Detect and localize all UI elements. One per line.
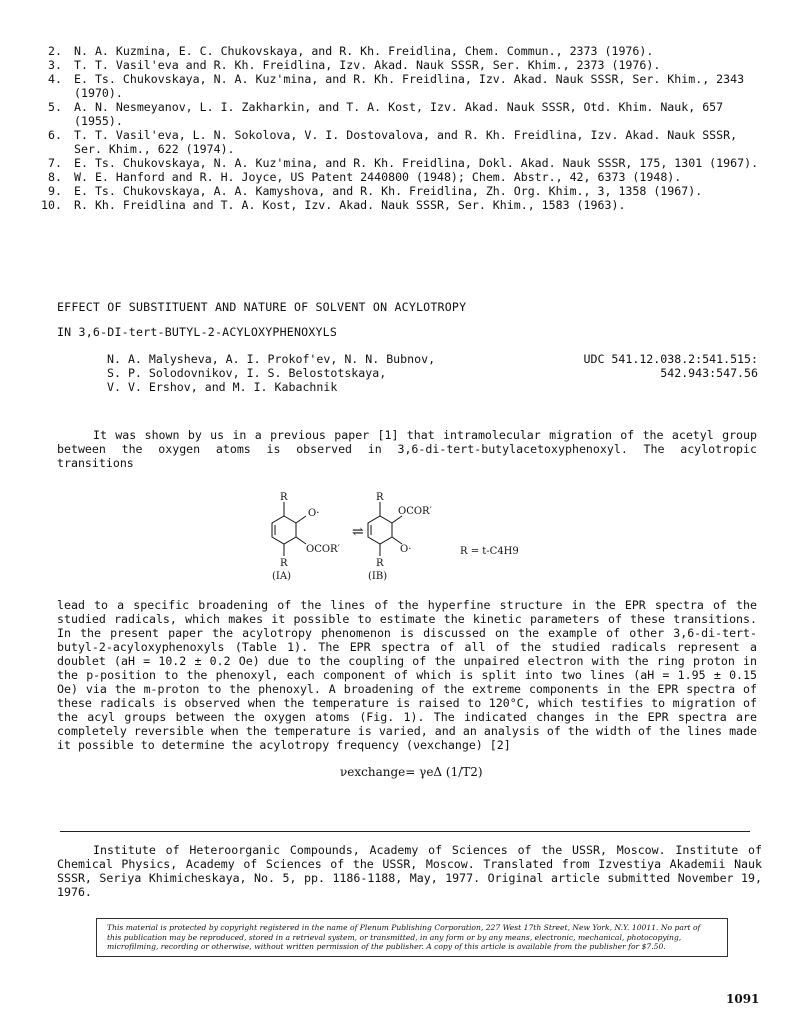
- article-title: [57, 300, 777, 350]
- reference-text: T. T. Vasil'eva and R. Kh. Freidlina, Izv. Akad. Nauk SSSR, Ser. Khim., 2373 (1976).: [74, 58, 661, 72]
- substituent-r: R: [280, 558, 288, 569]
- substituent-r: R: [376, 558, 384, 569]
- reference-item: [28, 58, 768, 72]
- udc-line: 542.943:547.56: [660, 366, 758, 380]
- author-line: V. V. Ershov, and M. I. Kabachnik: [107, 380, 338, 394]
- r-definition: R = t-C4H9: [460, 546, 519, 557]
- udc-code: [520, 352, 758, 380]
- reference-number: 6.: [48, 128, 62, 142]
- reference-item: [28, 184, 768, 198]
- reference-item: [28, 128, 768, 156]
- reference-number: 8.: [48, 170, 62, 184]
- reference-item: [28, 156, 768, 170]
- substituent-r: R: [280, 492, 288, 503]
- title-line: EFFECT OF SUBSTITUENT AND NATURE OF SOLVENT ON ACYLOTROPY: [57, 300, 467, 314]
- structure-label: (IA): [272, 571, 291, 582]
- reference-text: W. E. Hanford and R. H. Joyce, US Patent 2440800 (1948); Chem. Abstr., 42, 6373 (1948).: [74, 170, 682, 184]
- reference-text: E. Ts. Chukovskaya, A. A. Kamyshova, and R. Kh. Freidlina, Zh. Org. Khim., 3, 1358 (1967).: [74, 184, 703, 198]
- acylotropy-scheme: [250, 488, 540, 588]
- body-paragraph: It was shown by us in a previous paper [1] that intramolecular migration of the acetyl group between the oxygen atoms is observed in 3,6-di-tert-butylacetoxyphenoxyl. The acylotropic transitions: [57, 428, 757, 470]
- body-paragraph: lead to a specific broadening of the lines of the hyperfine structure in the EPR spectra of the studied radicals, which makes it possible to estimate the kinetic parameters of these transitions. In the present paper the acylotropy phenomenon is discussed on the example of other 3,6-di-tert-butyl-2-acyloxyphenoxyls (Table 1). The EPR spectra of all of the studied radicals represent a doublet (aH = 10.2 ± 0.2 Oe) due to the coupling of the unpaired electron with the ring proton in the p-position to the phenoxyl, each component of which is split into two lines (aH = 1.95 ± 0.15 Oe) via the m-proton to the phenoxyl. A broadening of the extreme components in the EPR spectra of these radicals is observed when the temperature is raised to 120°C, which testifies to migration of the acyl groups between the oxygen atoms (Fig. 1). The indicated changes in the EPR spectra are completely reversible when the temperature is varied, and an analysis of the width of the lines made it possible to determine the acylotropy frequency (νexchange) [2]: [57, 598, 757, 752]
- reference-text: E. Ts. Chukovskaya, N. A. Kuz'mina, and R. Kh. Freidlina, Izv. Akad. Nauk SSSR, Ser. Khim., 2343 (1970).: [74, 72, 745, 100]
- reference-number: 4.: [48, 72, 62, 86]
- reference-text: N. A. Kuzmina, E. C. Chukovskaya, and R. Kh. Freidlina, Chem. Commun., 2373 (1976).: [74, 44, 654, 58]
- oxyl-label: O·: [400, 544, 412, 555]
- exchange-formula: νexchange= γeΔ (1/T2): [340, 765, 483, 779]
- structure-label: (IB): [368, 571, 388, 582]
- reference-list: [28, 44, 768, 212]
- substituent-r: R: [376, 492, 384, 503]
- title-line: IN 3,6-DI-tert-BUTYL-2-ACYLOXYPHENOXYLS: [57, 325, 338, 339]
- author-line: S. P. Solodovnikov, I. S. Belostotskaya,: [107, 366, 387, 380]
- reference-number: 7.: [48, 156, 62, 170]
- reference-item: [28, 100, 768, 128]
- reference-item: [28, 44, 768, 58]
- reference-item: [28, 198, 768, 212]
- reference-text: R. Kh. Freidlina and T. A. Kost, Izv. Akad. Nauk SSSR, Ser. Khim., 1583 (1963).: [74, 198, 626, 212]
- reference-number: 2.: [48, 44, 62, 58]
- reference-number: 5.: [48, 100, 62, 114]
- oxyl-label: O·: [308, 508, 320, 519]
- author-line: N. A. Malysheva, A. I. Prokof'ev, N. N. Bubnov,: [107, 352, 436, 366]
- reference-text: T. T. Vasil'eva, L. N. Sokolova, V. I. Dostovalova, and R. Kh. Freidlina, Izv. Akad. Nauk SSSR, Ser. Khim., 622 (1974).: [74, 128, 738, 156]
- reference-text: A. N. Nesmeyanov, L. I. Zakharkin, and T. A. Kost, Izv. Akad. Nauk SSSR, Otd. Khim. Nauk, 657 (1955).: [74, 100, 724, 128]
- copyright-notice: This material is protected by copyright registered in the name of Plenum Publishing Corporation, 227 West 17th Street, New York, N.Y. 10011. No part of this publication may be reproduced, stored in a retrieval system, or transmitted, in any form or by any means, electronic, mechanical, photocopying, microfilming, recording or otherwise, without written permission of the publisher. A copy of this article is available from the publisher for $7.50.: [96, 918, 728, 957]
- reference-text: E. Ts. Chukovskaya, N. A. Kuz'mina, and R. Kh. Freidlina, Dokl. Akad. Nauk SSSR, 175, 1301 (1967).: [74, 156, 759, 170]
- affiliation-footnote: Institute of Heteroorganic Compounds, Academy of Sciences of the USSR, Moscow. Institute of Chemical Physics, Academy of Sciences of the USSR, Moscow. Translated from Izvestiya Akademii Nauk SSSR, Seriya Khimicheskaya, No. 5, pp. 1186-1188, May, 1977. Original article submitted November 19, 1976.: [57, 843, 762, 899]
- structure-ia: [272, 492, 341, 582]
- reference-number: 3.: [48, 58, 62, 72]
- reference-item: [28, 170, 768, 184]
- equilibrium-arrow: ⇌: [352, 524, 364, 540]
- udc-line: UDC 541.12.038.2:541.515:: [583, 352, 758, 366]
- acyloxy-label: OCOR′: [398, 506, 432, 517]
- footnote-divider: [60, 831, 750, 832]
- page-number: 1091: [726, 992, 760, 1006]
- reference-number: 10.: [41, 198, 62, 212]
- structure-ib: [368, 492, 433, 582]
- reference-item: [28, 72, 768, 100]
- acyloxy-label: OCOR′: [306, 544, 340, 555]
- author-list: [107, 352, 507, 394]
- reference-number: 9.: [48, 184, 62, 198]
